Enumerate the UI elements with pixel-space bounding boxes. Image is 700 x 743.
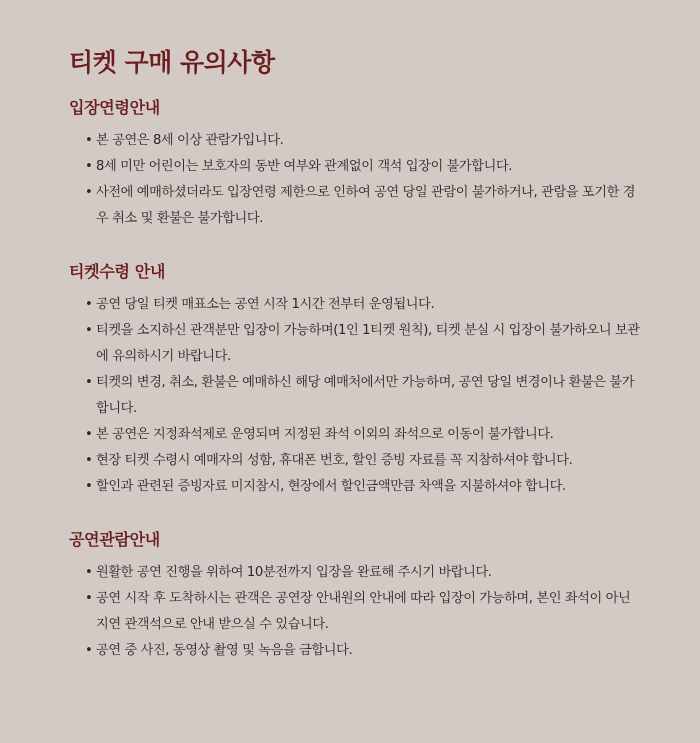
- bullet-icon: •: [85, 323, 93, 338]
- notice-list: [69, 128, 640, 232]
- list-item: [85, 586, 640, 638]
- section-heading: 공연관람안내: [69, 530, 160, 549]
- bullet-icon: •: [85, 479, 93, 494]
- bullet-icon: •: [85, 565, 93, 580]
- bullet-icon: •: [85, 375, 93, 390]
- list-item-text: 티켓을 소지하신 관객분만 입장이 가능하며(1인 1티켓 원칙), 티켓 분실 시 입장이 불가하오니 보관에 유의하시기 바랍니다.: [96, 323, 640, 364]
- list-item-text: 할인과 관련된 증빙자료 미지참시, 현장에서 할인금액만큼 차액을 지불하셔야 합니다.: [96, 479, 566, 494]
- list-item-text: 8세 미만 어린이는 보호자의 동반 여부와 관계없이 객석 입장이 불가합니다.: [96, 159, 513, 174]
- list-item: [85, 128, 640, 154]
- notice-list: [69, 292, 640, 500]
- list-item: [85, 318, 640, 370]
- list-item-text: 사전에 예매하셨더라도 입장연령 제한으로 인하여 공연 당일 관람이 불가하거나, 관람을 포기한 경우 취소 및 환불은 불가합니다.: [96, 185, 636, 226]
- bullet-icon: •: [85, 297, 93, 312]
- section-heading: 티켓수령 안내: [69, 262, 166, 281]
- list-item: [85, 292, 640, 318]
- bullet-icon: •: [85, 453, 93, 468]
- list-item-text: 공연 당일 티켓 매표소는 공연 시작 1시간 전부터 운영됩니다.: [96, 297, 435, 312]
- list-item-text: 티켓의 변경, 취소, 환불은 예매하신 해당 예매처에서만 가능하며, 공연 당일 변경이나 환불은 불가합니다.: [96, 375, 635, 416]
- list-item: [85, 422, 640, 448]
- bullet-icon: •: [85, 133, 93, 148]
- list-item: [85, 474, 640, 500]
- list-item: [85, 154, 640, 180]
- list-item-text: 공연 시작 후 도착하시는 관객은 공연장 안내원의 안내에 따라 입장이 가능하며, 본인 좌석이 아닌 지연 관객석으로 안내 받으실 수 있습니다.: [96, 591, 631, 632]
- section-ticket-pickup: [69, 261, 640, 500]
- notice-list: [69, 560, 640, 664]
- list-item: [85, 370, 640, 422]
- bullet-icon: •: [85, 159, 93, 174]
- list-item-text: 원활한 공연 진행을 위하여 10분전까지 입장을 완료해 주시기 바랍니다.: [96, 565, 492, 580]
- page-title: 티켓 구매 유의사항: [69, 48, 275, 77]
- section-entry-age: [69, 97, 640, 232]
- list-item: [85, 448, 640, 474]
- list-item-text: 현장 티켓 수령시 예매자의 성함, 휴대폰 번호, 할인 증빙 자료를 꼭 지참하셔야 합니다.: [96, 453, 573, 468]
- bullet-icon: •: [85, 643, 93, 658]
- bullet-icon: •: [85, 591, 93, 606]
- list-item-text: 본 공연은 8세 이상 관람가입니다.: [96, 133, 284, 148]
- list-item: [85, 560, 640, 586]
- section-heading: 입장연령안내: [69, 98, 160, 117]
- list-item-text: 본 공연은 지정좌석제로 운영되며 지정된 좌석 이외의 좌석으로 이동이 불가합니다.: [96, 427, 554, 442]
- section-performance-viewing: [69, 529, 640, 664]
- bullet-icon: •: [85, 185, 93, 200]
- bullet-icon: •: [85, 427, 93, 442]
- list-item-text: 공연 중 사진, 동영상 촬영 및 녹음을 금합니다.: [96, 643, 353, 658]
- list-item: [85, 638, 640, 664]
- list-item: [85, 180, 640, 232]
